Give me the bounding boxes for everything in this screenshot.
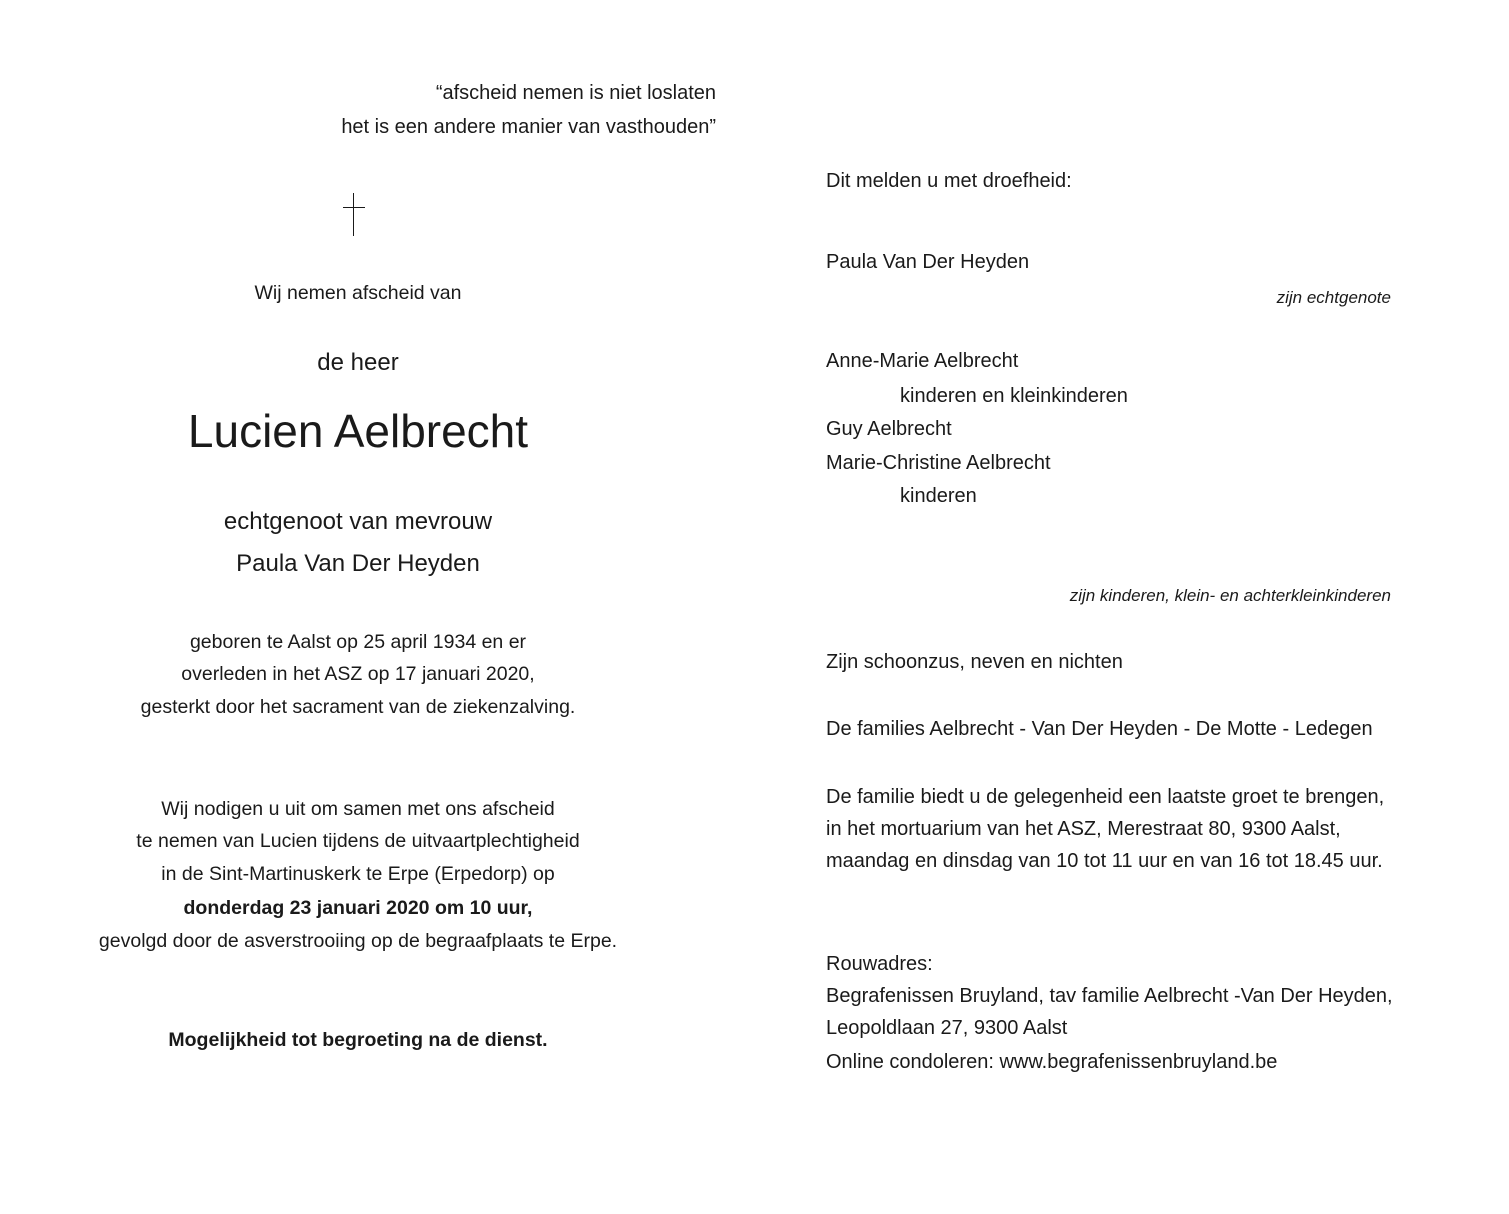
funeral-date: donderdag 23 januari 2020 om 10 uur, — [183, 897, 533, 919]
announce-text: Dit melden u met droefheid: — [826, 170, 1072, 192]
spouse-line-1: echtgenoot van mevrouw — [223, 508, 493, 535]
inlaws-text: Zijn schoonzus, neven en nichten — [826, 651, 1123, 673]
address-line-1: Begrafenissen Bruyland, tav familie Aelbrecht -Van Der Heyden, — [826, 985, 1393, 1007]
viewing-line-2: in het mortuarium van het ASZ, Merestraat 80, 9300 Aalst, — [826, 818, 1341, 840]
wife-role: zijn echtgenote — [1276, 288, 1391, 307]
intro-text: Wij nemen afscheid van — [254, 282, 462, 304]
cross-icon — [343, 193, 365, 237]
quote-line-1: “afscheid nemen is niet loslaten — [435, 82, 716, 104]
invitation-line-1: Wij nodigen u uit om samen met ons afscheid — [161, 798, 555, 820]
sacrament-line: gesterkt door het sacrament van de ziekenzalving. — [140, 696, 576, 718]
deceased-name: Lucien Aelbrecht — [187, 405, 529, 457]
death-line: overleden in het ASZ op 17 januari 2020, — [181, 663, 535, 685]
child-marie-christine: Marie-Christine Aelbrecht — [826, 452, 1051, 474]
invitation-line-3: in de Sint-Martinuskerk te Erpe (Erpedorp) op — [161, 863, 555, 885]
address-label: Rouwadres: — [826, 953, 933, 975]
child-marie-christine-sub: kinderen — [900, 485, 977, 507]
families-text: De families Aelbrecht - Van Der Heyden - De Motte - Ledegen — [826, 718, 1373, 740]
viewing-line-1: De familie biedt u de gelegenheid een laatste groet te brengen, — [826, 786, 1385, 808]
child-guy: Guy Aelbrecht — [826, 418, 952, 440]
child-anne-marie: Anne-Marie Aelbrecht — [826, 350, 1019, 372]
viewing-line-3: maandag en dinsdag van 10 tot 11 uur en van 16 tot 18.45 uur. — [826, 850, 1383, 872]
online-condolence: Online condoleren: www.begrafenissenbruyland.be — [826, 1051, 1278, 1073]
address-line-2: Leopoldlaan 27, 9300 Aalst — [826, 1017, 1068, 1039]
honorific: de heer — [317, 349, 399, 376]
greeting-note: Mogelijkheid tot begroeting na de dienst. — [168, 1029, 548, 1051]
wife-name: Paula Van Der Heyden — [826, 251, 1030, 273]
invitation-line-5: gevolgd door de asverstrooiing op de begraafplaats te Erpe. — [98, 930, 618, 952]
invitation-line-2: te nemen van Lucien tijdens de uitvaartplechtigheid — [136, 830, 580, 852]
spouse-line-2: Paula Van Der Heyden — [236, 550, 480, 577]
quote-line-2: het is een andere manier van vasthouden” — [341, 116, 716, 138]
birth-line: geboren te Aalst op 25 april 1934 en er — [189, 631, 527, 653]
children-role: zijn kinderen, klein- en achterkleinkinderen — [1069, 586, 1391, 605]
child-anne-marie-sub: kinderen en kleinkinderen — [900, 385, 1128, 407]
